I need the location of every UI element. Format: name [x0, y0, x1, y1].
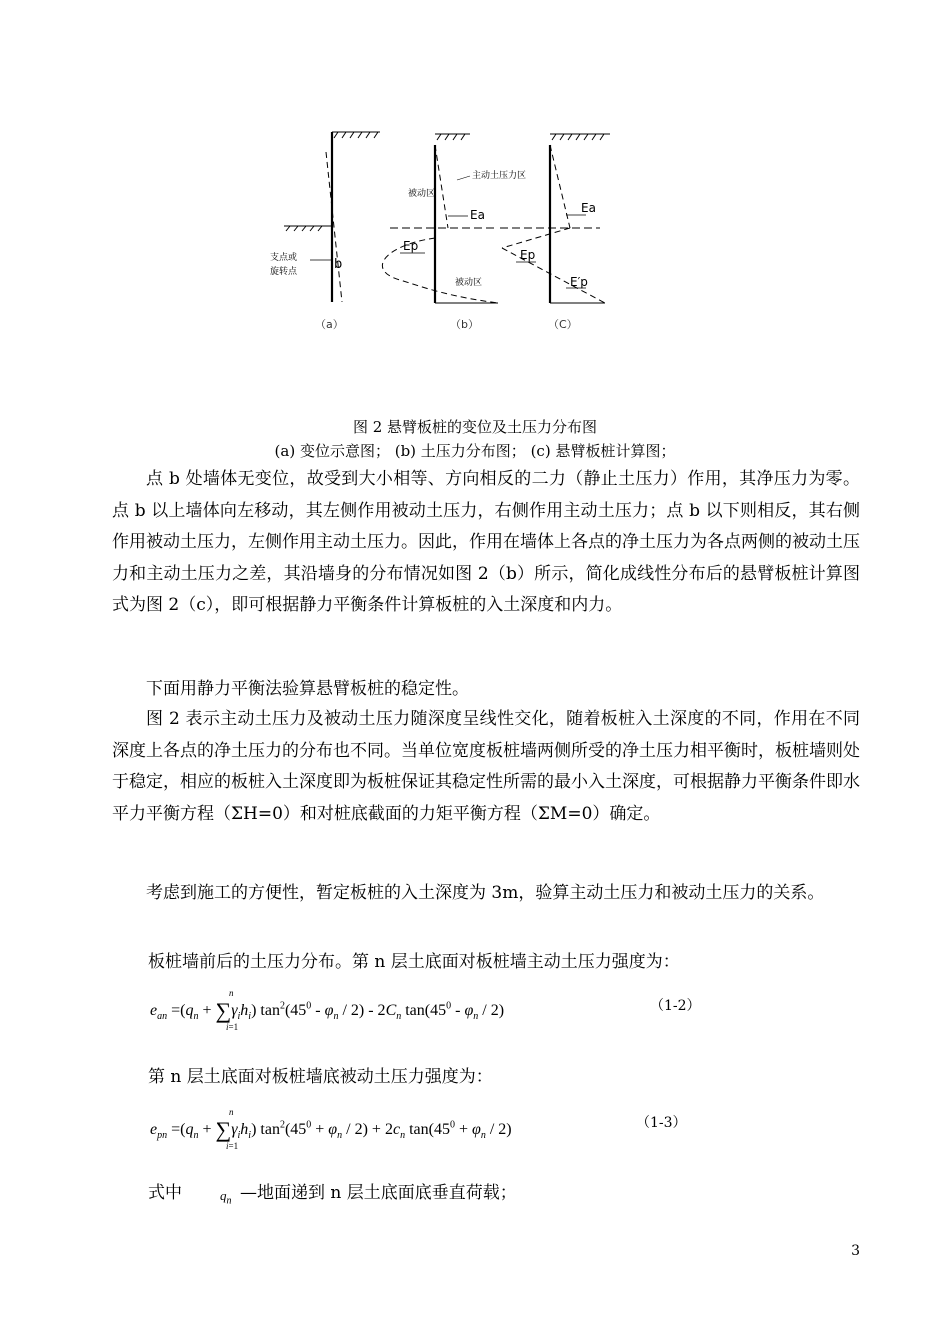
passive-area-label: 被动区 — [408, 189, 436, 199]
point-b-label: b — [334, 257, 343, 272]
paragraph-1: 点 b 处墙体无变位，故受到大小相等、方向相反的二力（静止土压力）作用，其净压力为零。点 b 以上墙体向左移动，其左侧作用被动土压力，右侧作用主动土压力；点 b 以下则相反，其右侧作用被动土压力，左侧作用主动土压力。因此，作用在墙体上各点的净土压力为各点两侧的被动土压力和主动土压力之差，其沿墙身的分布情况如图 2（b）所示，简化成线性分布后的悬臂板桩计算图式为图 2（c），即可根据静力平衡条件计算板桩的入土深度和内力。 — [112, 469, 860, 615]
displacement-pressure-figure — [270, 120, 630, 350]
equation-passive: $e_{pn} =(q_n + \sum\gamma_ih_i) \tan^2(45^0 + \varphi_n / 2) + 2c_n$ $\tan(45^0 + \varphi_n / 2)$ — [150, 1117, 512, 1142]
ea-label-c: Ea — [581, 201, 596, 215]
where-description: —地面递到 n 层土底面底垂直荷载； — [240, 1183, 517, 1203]
figure-caption: 图 2 悬臂板桩的变位及土压力分布图 — [352, 418, 598, 436]
passive-pressure-intro: 第 n 层土底面对板桩墙底被动土压力强度为： — [148, 1067, 493, 1087]
equation-number-2: （1-3） — [636, 1115, 687, 1131]
equation-active: $e_{an} =(q_n + \sum\gamma_ih_i)$ $\tan^2(45^0 - \varphi_n / 2) - 2C_n$ $\tan(45^0 - \varphi_n / 2)$ — [150, 998, 505, 1023]
support-label: 支点或 — [270, 253, 298, 263]
figure-subcaption: (a) 变位示意图； (b) 土压力分布图； (c) 悬臂板桩计算图； — [274, 442, 676, 460]
subfig-b-label: （b） — [450, 318, 479, 331]
subfig-c-label: （C） — [548, 318, 578, 331]
passive-area-label-2: 被动区 — [455, 278, 483, 288]
ea-label: Ea — [470, 208, 485, 222]
sum-upper-limit-2: n — [229, 1107, 234, 1117]
subfig-a-label: （a） — [315, 318, 344, 331]
active-pressure-intro: 板桩墙前后的土压力分布。第 n 层土底面对板桩墙主动土压力强度为： — [148, 952, 680, 972]
figure-panel-c — [500, 134, 610, 303]
page-number: 3 — [851, 1243, 860, 1259]
sum-lower-limit-1: i=1 — [226, 1022, 239, 1032]
paragraph-3: 图 2 表示主动土压力及被动土压力随深度呈线性交化，随着板桩入土深度的不同，作用在不同深度上各点的净土压力的分布也不同。当单位宽度板桩墙两侧所受的净土压力相平衡时，板桩墙则处于稳定，相应的板桩入土深度即为板桩保证其稳定性所需的最小入土深度，可根据静力平衡条件即水平力平衡方程（ΣH=0）和对桩底截面的力矩平衡方程（ΣM=0）确定。 — [112, 709, 860, 824]
where-prefix: 式中 — [148, 1183, 182, 1203]
where-symbol: $q_n$ — [220, 1188, 232, 1207]
active-area-label: 主动土压力区 — [472, 171, 527, 181]
paragraph-4: 考虑到施工的方便性，暂定板桩的入土深度为 3m，验算主动土压力和被动土压力的关系。 — [146, 883, 825, 903]
rotate-label: 旋转点 — [270, 267, 298, 277]
equation-number-1: （1-2） — [650, 998, 701, 1014]
figure-panel-a — [284, 132, 380, 302]
ep-label: Ep — [403, 239, 419, 253]
paragraph-2: 下面用静力平衡法验算悬臂板桩的稳定性。 — [146, 679, 469, 699]
ep-prime-label: E′p — [570, 275, 588, 289]
sum-lower-limit-2: i=1 — [226, 1141, 239, 1151]
sum-upper-limit-1: n — [229, 988, 234, 998]
ep-label-c: Ep — [520, 248, 536, 262]
